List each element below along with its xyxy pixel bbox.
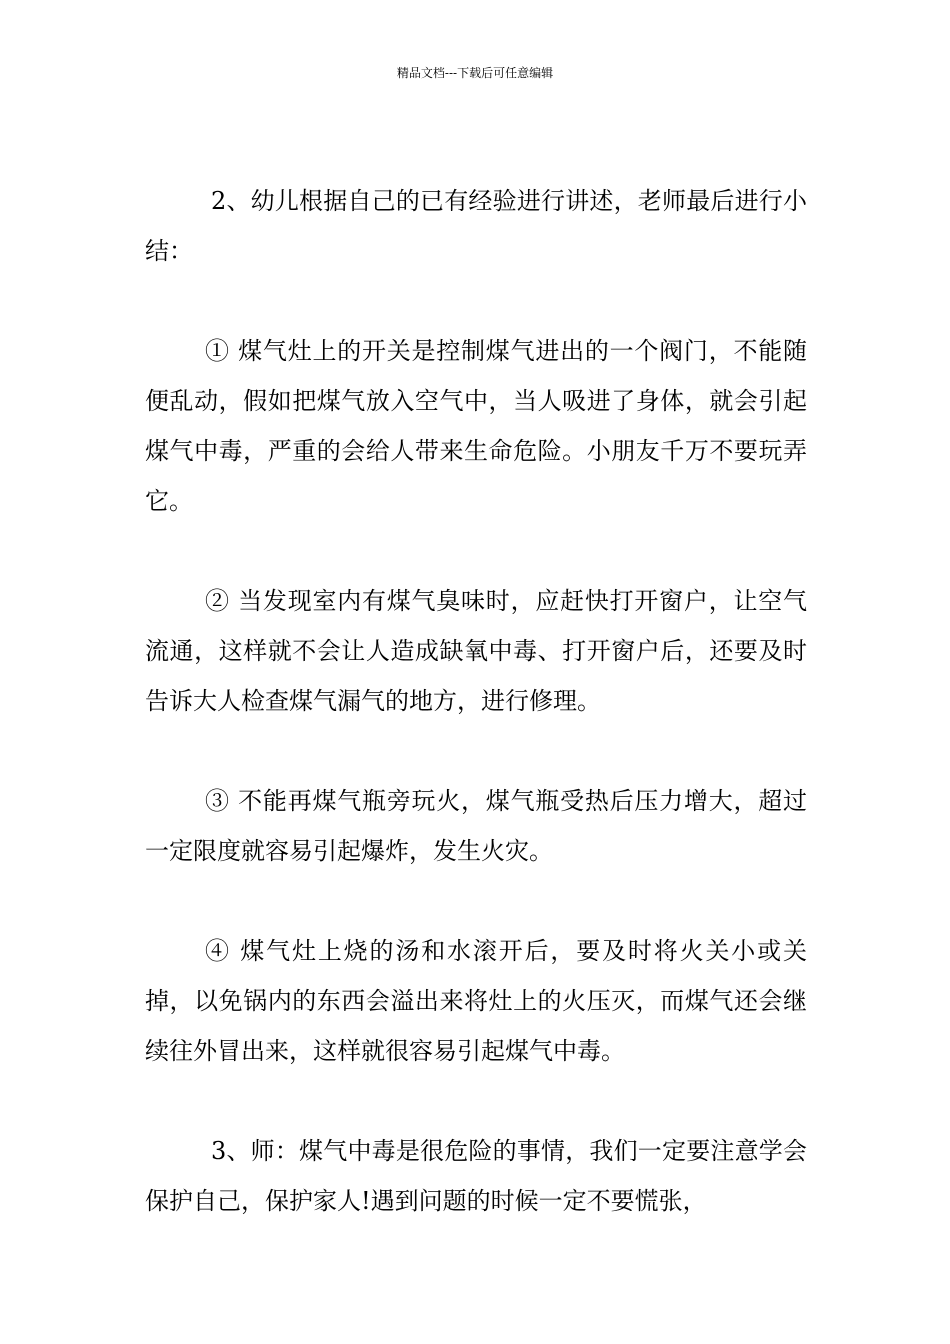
paragraph-teacher-remark: 3、师：煤气中毒是很危险的事情，我们一定要注意学会保护自己，保护家人!遇到问题的时候一定不要慌张， — [145, 1137, 807, 1215]
paragraph-point-1: ① 煤气灶上的开关是控制煤气进出的一个阀门，不能随便乱动，假如把煤气放入空气中，当人吸进了身体，就会引起煤气中毒，严重的会给人带来生命危险。小朋友千万不要玩弄它。 — [145, 337, 807, 515]
paragraph-point-4: ④ 煤气灶上烧的汤和水滚开后，要及时将火关小或关掉，以免锅内的东西会溢出来将灶上的火压灭，而煤气还会继续往外冒出来，这样就很容易引起煤气中毒。 — [145, 937, 807, 1065]
document-body — [145, 176, 807, 1226]
page-header: 精品文档---下载后可任意编辑 — [396, 66, 554, 80]
paragraph-point-2: ② 当发现室内有煤气臭味时，应赶快打开窗户，让空气流通，这样就不会让人造成缺氧中毒、打开窗户后，还要及时告诉大人检查煤气漏气的地方，进行修理。 — [145, 587, 807, 715]
paragraph-summary-intro: 2、幼儿根据自己的已有经验进行讲述，老师最后进行小结： — [145, 187, 807, 265]
paragraph-point-3: ③ 不能再煤气瓶旁玩火，煤气瓶受热后压力增大，超过一定限度就容易引起爆炸，发生火灾。 — [145, 787, 807, 865]
